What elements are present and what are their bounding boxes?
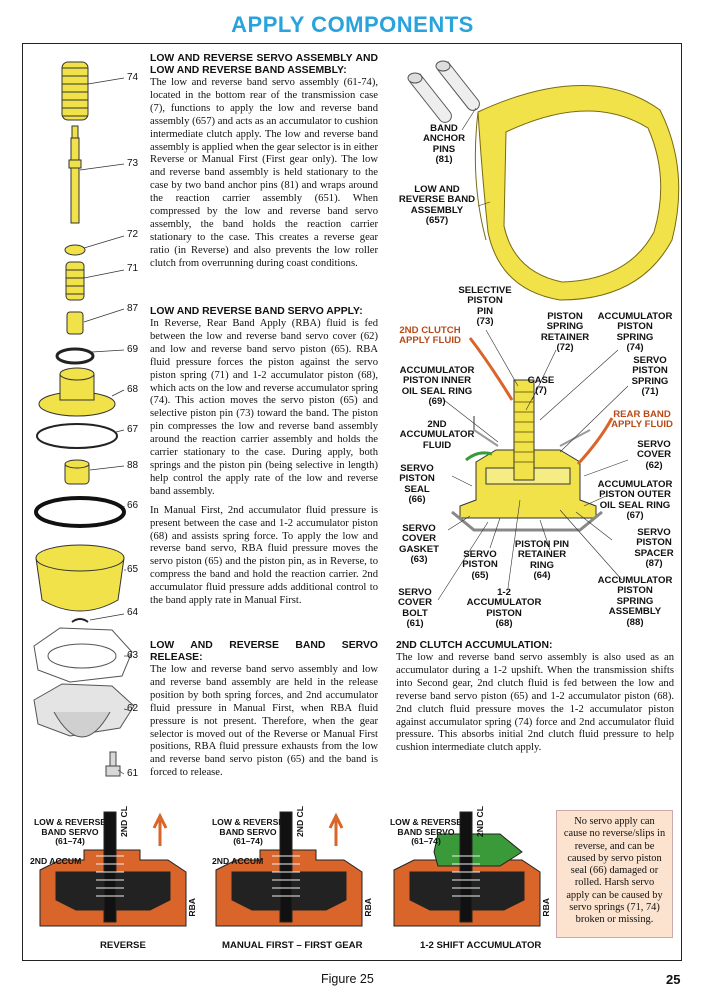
- mini-cl-shift-accumulator: 2ND CL: [475, 806, 485, 838]
- section-heading: LOW AND REVERSE SERVO ASSEMBLY AND LOW AND REVERSE BAND ASSEMBLY:: [150, 53, 378, 76]
- figure-caption: Figure 25: [321, 972, 374, 986]
- section-heading: LOW AND REVERSE BAND SERVO APPLY:: [150, 306, 363, 317]
- part-number-64: 64: [127, 607, 139, 618]
- page-title: APPLY COMPONENTS: [231, 12, 474, 37]
- section-body: The low and reverse band servo assembly (61-74), located in the bottom rear of the transmission case (7), functions to apply the low and reverse band assembly (657) and acts as an accumulator to cushion intermediate clutch apply. The low and reverse band assembly is applied when the gear selector is in either Reverse or Manual First (First gear only). The low and reverse band assembly is held stationary to the case by two band anchor pins (81) and wraps around the reaction carrier assembly (651). When compressed by the low and reverse band servo assembly, the band holds the reaction carrier stationary to the case. This creates a reverse gear ratio (in Reverse) and also prevents the low roller clutch from overrunning during coast conditions.: [150, 77, 378, 269]
- mini-caption-shift-accumulator: 1-2 SHIFT ACCUMULATOR: [420, 940, 542, 951]
- label-pin-retainer-ring: PISTON PIN RETAINER RING (64): [514, 539, 570, 582]
- part-number-72: 72: [127, 229, 139, 240]
- mini-rba-manual-first: RBA: [363, 898, 373, 917]
- label-spring-assembly: ACCUMULATOR PISTON SPRING ASSEMBLY (88): [597, 575, 673, 628]
- label-rear-band-apply-fluid: REAR BAND APPLY FLUID: [611, 409, 673, 431]
- section-body: The low and reverse band servo assembly and low and reverse band assembly are held in the release position by both spring forces, and 2nd accumulator fluid pressure in Manual First, when RBA fluid pressure is not present. Therefore, when the gear selector is moved out of the Reverse or Manual First positions, RBA fluid pressure exhausts from the low and reverse band servo piston (65) and the band is forced to release.: [150, 664, 378, 779]
- part-number-69: 69: [127, 344, 139, 355]
- mini-caption-reverse: REVERSE: [100, 940, 146, 951]
- part-number-62: 62: [127, 703, 139, 714]
- part-number-87: 87: [127, 303, 139, 314]
- mini-accum-manual-first: 2ND ACCUM: [212, 856, 264, 866]
- part-number-63: 63: [127, 650, 139, 661]
- label-servo-cover-bolt: SERVO COVER BOLT (61): [397, 587, 433, 630]
- section-body: The low and reverse band servo assembly is also used as an accumulator during a 1-2 upshift. When the transmission shifts into Second gear, 2nd clutch fluid is fed between the low and reverse band servo piston (65) and 1-2 accumulator piston (68). 2nd clutch fluid pressure moves the 1-2 accumulator piston against accumulator spring (74) force and 2nd accumulator fluid pressure. This absorbs initial 2nd clutch fluid pressure to help cushion intermediate clutch apply.: [396, 652, 674, 754]
- mini-rba-shift-accumulator: RBA: [541, 898, 551, 917]
- label-servo-piston-seal: SERVO PISTON SEAL (66): [399, 463, 435, 506]
- part-number-68: 68: [127, 384, 139, 395]
- part-number-73: 73: [127, 158, 139, 169]
- label-accumulator-fluid: 2ND ACCUMULATOR FLUID: [399, 419, 475, 451]
- label-piston-spring-retainer: PISTON SPRING RETAINER (72): [540, 311, 590, 354]
- label-accumulator-piston-spring: ACCUMULATOR PISTON SPRING (74): [597, 311, 673, 354]
- label-servo-cover-gasket: SERVO COVER GASKET (63): [399, 523, 439, 566]
- mini-accum-reverse: 2ND ACCUM: [30, 856, 82, 866]
- label-low-reverse-band: LOW AND REVERSE BAND ASSEMBLY (657): [398, 184, 476, 227]
- label-accumulator-piston: 1-2 ACCUMULATOR PISTON (68): [466, 587, 542, 630]
- part-number-65: 65: [127, 564, 139, 575]
- label-servo-piston: SERVO PISTON (65): [462, 549, 498, 581]
- mini-rba-reverse: RBA: [187, 898, 197, 917]
- part-number-71: 71: [127, 263, 139, 274]
- part-number-61: 61: [127, 768, 139, 779]
- mini-cl-reverse: 2ND CL: [119, 806, 129, 838]
- label-servo-piston-spacer: SERVO PISTON SPACER (87): [634, 527, 674, 570]
- section-body: In Reverse, Rear Band Apply (RBA) fluid is fed between the low and reverse band servo cover (62) and low and reverse band servo piston (65). RBA fluid pressure forces the piston against the servo piston spring (71) and 1-2 accumulator piston (68), which acts on the low and reverse accumulator spring (74). This action moves the servo piston (65) and selective piston pin (73) toward the band. The piston pin compresses the low and reverse band assembly around the reaction carrier assembly and holds the carrier stationary to the case. During apply, both springs and the piston pin (being selective in length) help control the apply rate of the low and reverse band assembly.: [150, 318, 378, 497]
- label-inner-oil-seal-ring: ACCUMULATOR PISTON INNER OIL SEAL RING (69): [399, 365, 475, 408]
- label-clutch-apply-fluid: 2ND CLUTCH APPLY FLUID: [399, 325, 461, 347]
- page-number: 25: [666, 972, 681, 987]
- mini-caption-manual-first: MANUAL FIRST – FIRST GEAR: [222, 940, 363, 951]
- label-servo-piston-spring: SERVO PISTON SPRING (71): [631, 355, 669, 398]
- section-heading: LOW AND REVERSE BAND SERVO RELEASE:: [150, 640, 378, 663]
- mini-cl-manual-first: 2ND CL: [295, 806, 305, 838]
- part-number-67: 67: [127, 424, 139, 435]
- label-case: CASE (7): [527, 375, 555, 397]
- label-band-anchor-pins: BAND ANCHOR PINS (81): [422, 123, 466, 166]
- section-body: In Manual First, 2nd accumulator fluid pressure is present between the case and 1-2 accumulator piston (68) and assists spring force. To apply the low and reverse band servo, RBA fluid pressure moves the servo piston (65) and the piston pin, as in Reverse, to compress the band and hold the reaction carrier. 2nd accumulator fluid pressure adds additional control to the band apply rate in Manual First.: [150, 504, 378, 607]
- label-outer-oil-seal-ring: ACCUMULATOR PISTON OUTER OIL SEAL RING (67): [597, 479, 673, 522]
- section-heading: 2ND CLUTCH ACCUMULATION:: [396, 640, 553, 651]
- mini-label-shift-accumulator: LOW & REVERSE BAND SERVO (61–74): [389, 817, 463, 847]
- troubleshooting-note: No servo apply can cause no reverse/slips in reverse, and can be caused by servo piston seal (66) damaged or rolled. Harsh servo apply can be caused by servo springs (71, 74) broken or missing.: [556, 810, 673, 938]
- label-selective-piston-pin: SELECTIVE PISTON PIN (73): [458, 285, 512, 328]
- part-number-74: 74: [127, 72, 139, 83]
- part-number-66: 66: [127, 500, 139, 511]
- label-servo-cover: SERVO COVER (62): [636, 439, 672, 471]
- part-number-88: 88: [127, 460, 139, 471]
- mini-label-manual-first: LOW & REVERSE BAND SERVO (61–74): [211, 817, 285, 847]
- mini-label-reverse: LOW & REVERSE BAND SERVO (61–74): [33, 817, 107, 847]
